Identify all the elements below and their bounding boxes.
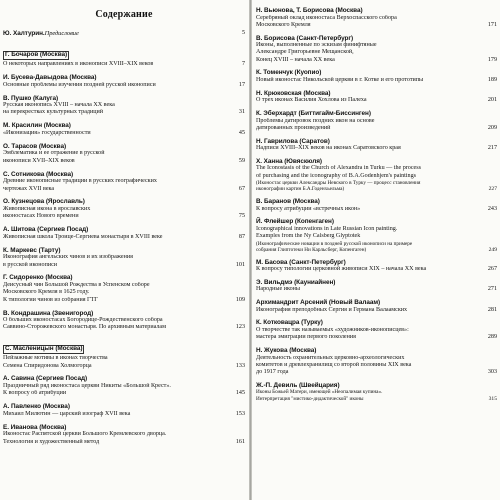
toc-entry [256,319,497,341]
toc-entry [3,30,245,38]
toc-entry [256,218,497,253]
page-number: 171 [487,21,497,28]
entry-title-line [256,145,497,152]
page-number: 7 [241,61,245,68]
entry-title-text: Надписи XVIII–XIX веков на иконах Саратовского края [256,145,401,152]
entry-author: Н. Жукова (Москва) [256,346,317,354]
entry-title-block [256,355,497,377]
page-number: 17 [238,81,245,88]
entry-title-line [3,317,245,324]
entry-author: Э. Вильдмэ (Кауниайнен) [256,278,336,286]
entry-title-text: Технология и художественный метод [3,438,100,445]
entry-title-line [3,282,245,289]
toc-entry [3,143,245,165]
entry-title-line [3,363,245,370]
entry-title-line [3,254,245,261]
entry-title-line [3,82,245,89]
entry-subtitle-block [256,241,497,254]
entry-title-text: Праздничный ряд иконостаса церкви Никиты «Большой Крест». [3,383,171,390]
entry-author: Н. Вьюнова, Т. Борисова (Москва) [256,7,363,14]
page-number: 5 [242,30,245,36]
entry-title-text: К вопросу об атрибуции [3,390,67,397]
entry-title-line [256,165,497,172]
toc-entry [256,198,497,213]
entry-title-text: Examples from the Ny Calsberg Glyptotek [256,233,361,240]
entry-title-block [256,15,497,30]
entry-title-block [256,118,497,133]
entry-author: К. Котковацра (Турку) [256,319,323,327]
toc-entry [256,7,497,29]
toc-entry [256,90,497,105]
page-number: 153 [235,410,245,417]
page-number: 267 [487,266,497,273]
page-number: 67 [238,185,245,192]
entry-title-line [3,411,245,418]
toc-entry [256,158,497,193]
entry-author: Й. Флейшер (Копенгаген) [256,218,334,226]
entry-title-text: Iconographical innovations in Late Russian Icon painting. [256,225,398,232]
toc-list-left [3,30,245,446]
entry-author: К. Маркевс (Тарту) [3,246,61,254]
entry-author: Ж.-П. Девиль (Швейцария) [256,381,340,389]
entry-title-text: «Иконизация» государственности [3,129,91,136]
page-number: 271 [487,286,497,293]
page-number: 75 [238,213,245,220]
entry-author: К. Томенчук (Куопио) [256,69,322,77]
entry-author: В. Пушко (Калуга) [3,94,59,102]
entry-author: Н. Гаврилова (Саратов) [256,137,330,145]
entry-author: С. Сотникова (Москва) [3,170,74,178]
left-page [0,0,249,500]
entry-author: Г. Бочаров (Москва) [5,51,68,59]
entry-title-line [256,15,497,22]
right-page-top-spacer [256,0,497,7]
entry-title-line [3,61,245,68]
entry-title-line [3,109,245,116]
toc-entry [3,424,245,446]
page-number: 281 [487,306,497,313]
entry-title-line [3,383,245,390]
toc-entry [256,382,497,402]
entry-title-line [3,390,245,397]
page-number: 101 [235,261,245,268]
entry-title-line [256,42,497,49]
entry-title-block [256,145,497,152]
page-number: 87 [238,233,245,240]
entry-title-line [3,158,245,165]
entry-title-text: в русской иконописи [3,261,58,268]
entry-title-text: Интерпретация "мистико-дидактической" иконы [256,395,364,402]
entry-subtitle-text: (Иконостас церкви Александры Невского в Турку — процесс становления [256,180,421,187]
entry-title-text: Пейзажные мотивы в иконах творчества [3,355,108,362]
entry-author: К. Эберхардт (Биттигайм-Биссинген) [256,110,371,118]
entry-title-block [3,61,245,68]
entry-spacer [79,30,231,38]
entry-title-text: до 1917 года [256,369,289,376]
entry-author: М. Красилин (Москва) [3,122,71,130]
entry-title-text: Иконография ангельских чинов и их изображения [3,254,133,261]
toc-entry [3,74,245,89]
entry-subtitle-block [256,180,497,193]
entry-subtitle-text: (Иконографические новации в поздней русской иконописи на примере [256,240,413,247]
entry-title-line [3,206,245,213]
toc-entry [3,95,245,117]
entry-author: И. Бусева-Давыдова (Москва) [3,74,97,82]
entry-author: А. Шитова (Сергиев Посад) [3,226,89,234]
entry-title-block [256,206,497,213]
entry-title-text: Конец XVIII – начала XX века [256,56,335,63]
entry-title-block [256,42,497,64]
entry-title-block [256,307,497,314]
toc-entry [3,403,245,418]
page-number: 109 [235,296,245,303]
page-number: 201 [487,97,497,104]
entry-title-block [3,431,245,446]
entry-title-text: чертежах XVII века [3,185,55,192]
entry-title-line [256,118,497,125]
page-number: 217 [487,145,497,152]
entry-title-block [3,317,245,332]
entry-title-text: Древние иконописные традиции в русских географических [3,178,157,185]
entry-title-text: К вопросу типологии церковной живописи XIX – начала XX века [256,266,427,273]
entry-title-line [3,324,245,331]
entry-title-text: Иконография преподобных Сергия и Германа Валаамских [256,306,408,313]
entry-title-block [3,150,245,165]
page-number: 209 [487,124,497,131]
entry-title-text: Серебряный оклад иконостаса Верхоспасского собора [256,14,397,21]
entry-title-block [256,327,497,342]
entry-title-block [3,411,245,418]
toc-entry [3,337,245,370]
entry-title-block [256,77,497,84]
entry-title-block [3,355,245,370]
entry-title-text: Новый иконостас Никольской церкви в г. Котке и его прототипы [256,77,424,84]
entry-title-text: Александре Григорьевне Мещанской, [256,49,354,56]
entry-author [3,30,245,38]
entry-title-block [3,206,245,221]
entry-author: Е. Иванова (Москва) [3,423,67,431]
entry-title-block [3,234,245,241]
page-number: 133 [235,362,245,369]
page-number: 59 [238,157,245,164]
entry-title-text: The Iconostasis of the Church of Alexandra in Turku — the process [256,165,422,172]
entry-title-line [256,57,497,64]
toc-entry [256,347,497,376]
entry-title-text: Иконы, выполненные по эскизам финифтяные [256,42,377,49]
entry-title-text: О некоторых направлениях в иконописи XVIII–XIX веков [3,61,154,68]
entry-title-text: К вопросу атрибуции «встречных икон» [256,205,361,212]
entry-title-line [256,206,497,213]
entry-title-block [3,130,245,137]
entry-title-text: Русская иконопись XVIII – начала XX века [3,102,115,109]
right-page [252,0,500,500]
entry-author: А. Павленко (Москва) [3,403,70,411]
entry-title-text: иконостасах Нового времени [3,213,79,220]
entry-title-block [3,178,245,193]
entry-title-line [256,49,497,56]
entry-title-line [256,22,497,29]
toc-entry [256,110,497,132]
entry-title-text: Эмблематика и ее отражение в русской [3,150,105,157]
entry-title-block [256,226,497,241]
entry-title-block [256,286,497,293]
entry-title-line [256,226,497,233]
toc-entry [3,122,245,137]
page-number: 31 [238,109,245,116]
entry-title-text: О больших иконостасах Богородице-Рождественского собора [3,317,163,324]
entry-title-text: Семена Спиридонова Холмогорца [3,362,92,369]
entry-title-line [3,355,245,362]
entry-title-block [256,266,497,273]
entry-author: Н. Крюковская (Москва) [256,89,331,97]
toc-entry [256,259,497,274]
entry-author: В. Кондрашина (Звенигород) [3,309,94,317]
toc-entry [3,375,245,397]
entry-title-text: Деисусный чин Большой Рождества в Успенском соборе [3,282,150,289]
entry-title-text: О творчестве так называемых «художников-иконописцев»: [256,326,409,333]
page-number: 123 [235,324,245,331]
entry-title-block [3,282,245,304]
entry-title-line [3,178,245,185]
entry-author: М. Басова (Санкт-Петербург) [256,258,346,266]
entry-author: С. Масленицын (Москва) [5,345,83,353]
entry-title-line [256,266,497,273]
page-number: 189 [487,77,497,84]
page-number: 243 [487,205,497,212]
entry-title-line [256,286,497,293]
entry-title-line [3,289,245,296]
entry-title-text: Деятельность охранительных церковно-археологических [256,354,405,361]
entry-title-line [256,327,497,334]
entry-title-text: Саввино-Сторожевского монастыря. По архивным материалам [3,324,166,331]
entry-title-text: Михаил Милютин — царский изограф XVII века [3,410,131,417]
entry-title-block [3,102,245,117]
entry-title-line [3,102,245,109]
entry-author: О. Тарасов (Москва) [3,142,67,150]
entry-title-text: Московского Кремля [256,21,311,28]
entry-title-line [256,77,497,84]
entry-title-text: иконописи XVII–XIX веков [3,157,75,164]
toc-entry [3,226,245,241]
entry-title-line [256,173,497,180]
toc-title: Содержание [95,9,153,20]
toc-entry [256,299,497,314]
toc-entry [256,138,497,153]
entry-author: А. Савина (Сергиев Посад) [3,375,88,383]
entry-title-text: Московского Кремля в 1625 году. [3,289,90,296]
entry-subtitle-line [256,247,497,253]
page-number: 179 [487,56,497,63]
entry-title-line [3,431,245,438]
entry-title-text: of purchasing and the iconography of B.A.Godenhjem's paintings [256,172,417,179]
entry-title-line [256,396,497,402]
entry-title-block [3,82,245,89]
entry-title-text: комитетов и древлехранилищ со второй половины XIX века [256,361,412,368]
entry-author: В. Борисова (Санкт-Петербург) [256,34,354,42]
entry-title-line [3,213,245,220]
entry-title-line [3,150,245,157]
entry-title-line [3,262,245,269]
entry-title-block [256,97,497,104]
entry-title-text: Живописная икона в ярославских [3,205,91,212]
toc-entry [256,69,497,84]
page-number: 161 [235,438,245,445]
entry-title-line [3,297,245,304]
entry-title-text: К типологии чинов из собрания ГТГ [3,296,98,303]
entry-title-line [256,362,497,369]
toc-entry [3,247,245,269]
entry-title-block [3,383,245,398]
toc-entry [256,279,497,294]
entry-title-line [3,130,245,137]
entry-title-line [3,234,245,241]
toc-entry [3,198,245,220]
entry-title-text: Иконы Божьей Матери, имеющей «Неопалимая купина». [256,389,383,396]
entry-title-text: Проблемы датировок поздних икон на основе [256,117,375,124]
entry-title-line [256,233,497,240]
entry-title-line [3,439,245,446]
entry-title-text: мастера эмиграции первого поколения [256,334,356,341]
toc-entry [3,274,245,303]
entry-subtitle-line [256,186,497,192]
entry-title-text: О трех иконах Василия Хохлова из Палеха [256,97,367,104]
entry-title-text: на перекрестках культурных традиций [3,109,104,116]
entry-title-line [256,369,497,376]
entry-title-text: Народные иконы [256,286,301,293]
toc-entry [256,35,497,64]
entry-title-line [256,334,497,341]
page-number: 315 [488,395,497,402]
toc-entry [3,43,245,68]
entry-title-line [256,307,497,314]
page-number: 249 [488,246,497,253]
entry-title-block [256,389,497,402]
page-number: 45 [238,129,245,136]
toc-entry [3,171,245,193]
entry-title-line [256,355,497,362]
entry-title-block [256,165,497,180]
entry-author: Архимандрит Арсений (Новый Валаам) [256,299,381,307]
entry-title-text: датированных произведений [256,124,331,131]
entry-title-text: Иконостас Распятской церкви Большого Кремлевского дворца. [3,431,167,438]
entry-title-text: Живописная школа Троице-Сергиева монастыря в XVIII веке [3,233,163,240]
entry-title-line [256,125,497,132]
page-number: 303 [487,369,497,376]
toc-entry [3,310,245,332]
entry-title: Предисловие [44,30,79,37]
entry-author: В. Баранов (Москва) [256,198,320,206]
entry-author: О. Кузнецова (Ярославль) [3,198,85,206]
entry-subtitle-text: иконографии картин Б.А.Годенхьельма) [256,186,345,193]
entry-subtitle-text: собрания Глиптотеки Ни Карльсберг, Копенгаген) [256,246,367,253]
entry-title-block [3,254,245,269]
entry-title-text: Основные проблемы изучения поздней русской иконописи [3,81,156,88]
entry-title-line [3,186,245,193]
entry-author-name: Ю. Халтурин. [3,30,45,37]
page-number: 289 [487,334,497,341]
toc-list-right [256,7,497,402]
page-number: 145 [235,390,245,397]
entry-author: Г. Сидоренко (Москва) [3,274,73,282]
entry-author: Х. Ханна (Ювяскюля) [256,157,322,165]
page-number: 227 [488,186,497,193]
entry-title-line [256,97,497,104]
